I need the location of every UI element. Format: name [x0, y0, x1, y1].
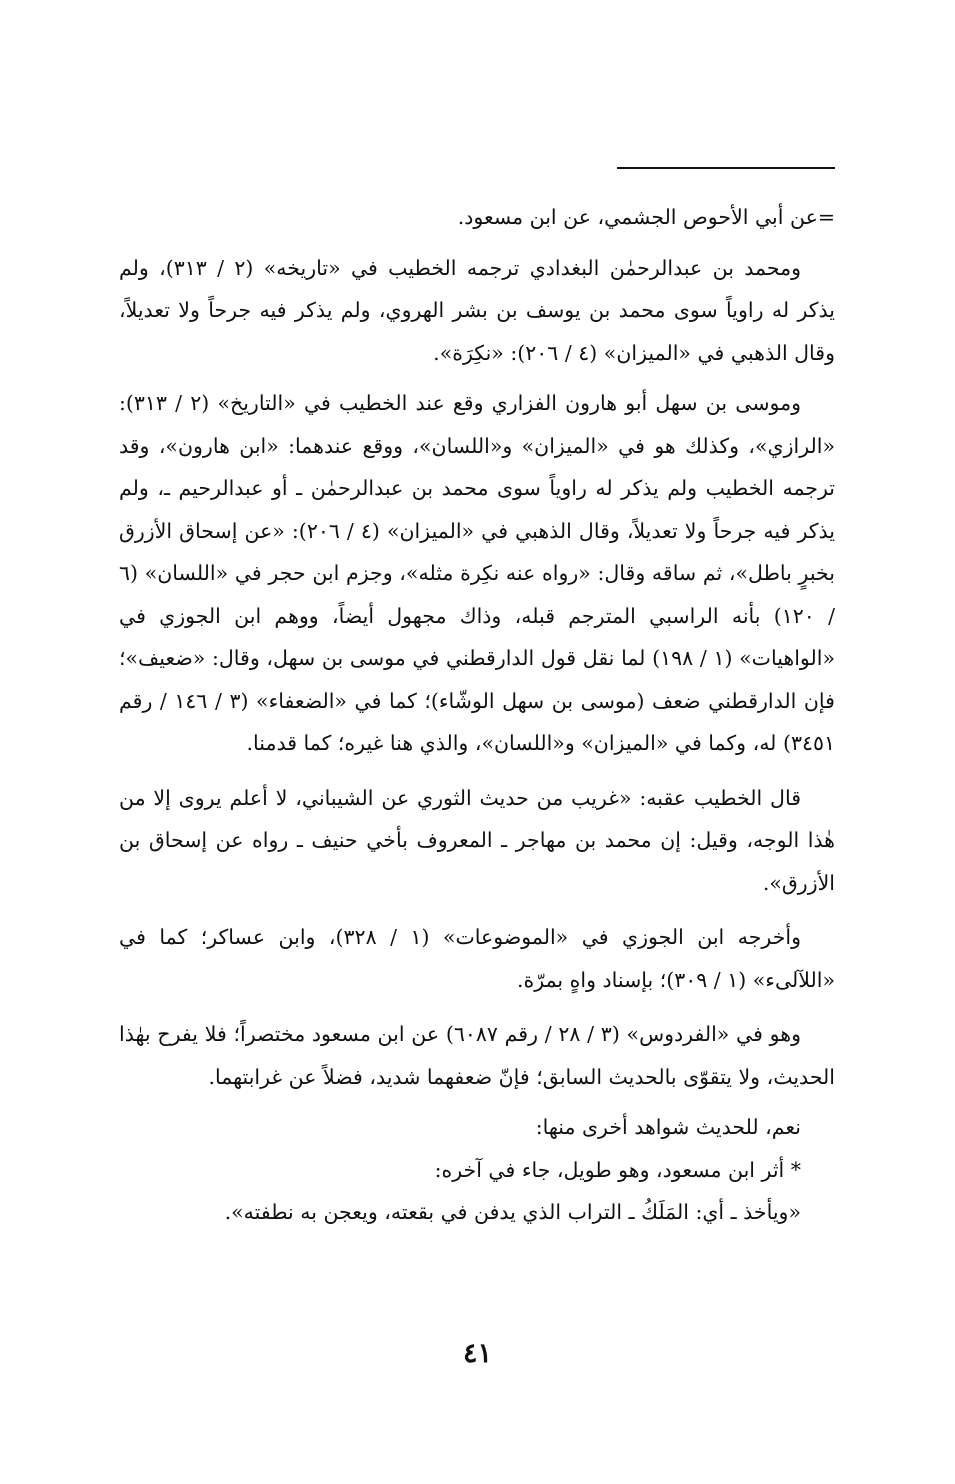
page-number: ٤١ — [462, 1338, 492, 1369]
paragraph-firdaws: وهو في «الفردوس» (٣ / ٢٨ / رقم ٦٠٨٧) عن ابن مسعود مختصراً؛ فلا يفرح بهٰذا الحديث، ولا يتقوّى بالحديث السابق؛ فإنّ ضعفهما شديد، فضلاً عن غرابتهما. — [119, 1022, 835, 1089]
paragraph-khatib-comment: قال الخطيب عقبه: «غريب من حديث الثوري عن الشيباني، لا أعلم يروى إلا من هٰذا الوجه، وقيل: إن محمد بن مهاجر ـ المعروف بأخي حنيف ـ رواه عن إسحاق بن الأزرق». — [119, 785, 835, 895]
paragraph-muhammad-ibn-abdulrahman: ومحمد بن عبدالرحمٰن البغدادي ترجمه الخطيب في «تاريخه» (٢ / ٣١٣)، ولم يذكر له راوياً سوى محمد بن يوسف بن بشر الهروي، ولم يذكر فيه جرحاً ولا تعديلاً، وقال الذهبي في «الميزان» (٤ / ٢٠٦): «نكِرَة». — [119, 255, 835, 365]
paragraph-shawahid: نعم، للحديث شواهد أخرى منها: — [535, 1115, 801, 1139]
paragraph-musa-ibn-sahl: وموسى بن سهل أبو هارون الفزاري وقع عند الخطيب في «التاريخ» (٢ / ٣١٣): «الرازي»، وكذلك هو في «الميزان» و«اللسان»، ووقع عندهما: «ابن هارون»، وقد ترجمه الخطيب ولم يذكر له راوياً سوى محمد بن عبدالرحمٰن ـ أو عبدالرحيم ـ، ولم يذكر فيه جرحاً ولا تعديلاً، وقال الذهبي في «الميزان» (٤ / ٢٠٦): «عن إسحاق الأزرق بخبرٍ باطل»، ثم ساقه وقال: «رواه عنه نكِرة مثله»، وجزم ابن حجر في «اللسان» (٦ / ١٢٠) بأنه الراسبي المترجم قبله، وذاك مجهول أيضاً، ووهم ابن الجوزي في «الواهيات» (١ / ١٩٨) لما نقل قول الدارقطني في موسى بن سهل، وقال: «ضعيف»؛ فإن الدارقطني ضعف (موسى بن سهل الوشّاء)؛ كما في «الضعفاء» (٣ / ١٤٦ / رقم ٣٤٥١) له، وكما في «الميزان» و«اللسان»، والذي هنا غيره؛ كما قدمنا. — [119, 391, 835, 755]
list-item-athar-ibn-masud: * أثر ابن مسعود، وهو طويل، جاء في آخره: — [434, 1157, 801, 1182]
footnote-separator — [617, 167, 835, 169]
footnote-continuation: =عن أبي الأحوص الجشمي، عن ابن مسعود. — [457, 205, 835, 229]
paragraph-ibn-aljawzi: وأخرجه ابن الجوزي في «الموضوعات» (١ / ٣٢٨)، وابن عساكر؛ كما في «اللآلىء» (١ / ٣٠٩)؛ بإسناد واهٍ بمرّة. — [119, 925, 835, 992]
footnote-text — [119, 196, 835, 1234]
quote-athar: «ويأخذ ـ أي: المَلَكُ ـ التراب الذي يدفن في بقعته، ويعجن به نطفته». — [224, 1200, 801, 1224]
